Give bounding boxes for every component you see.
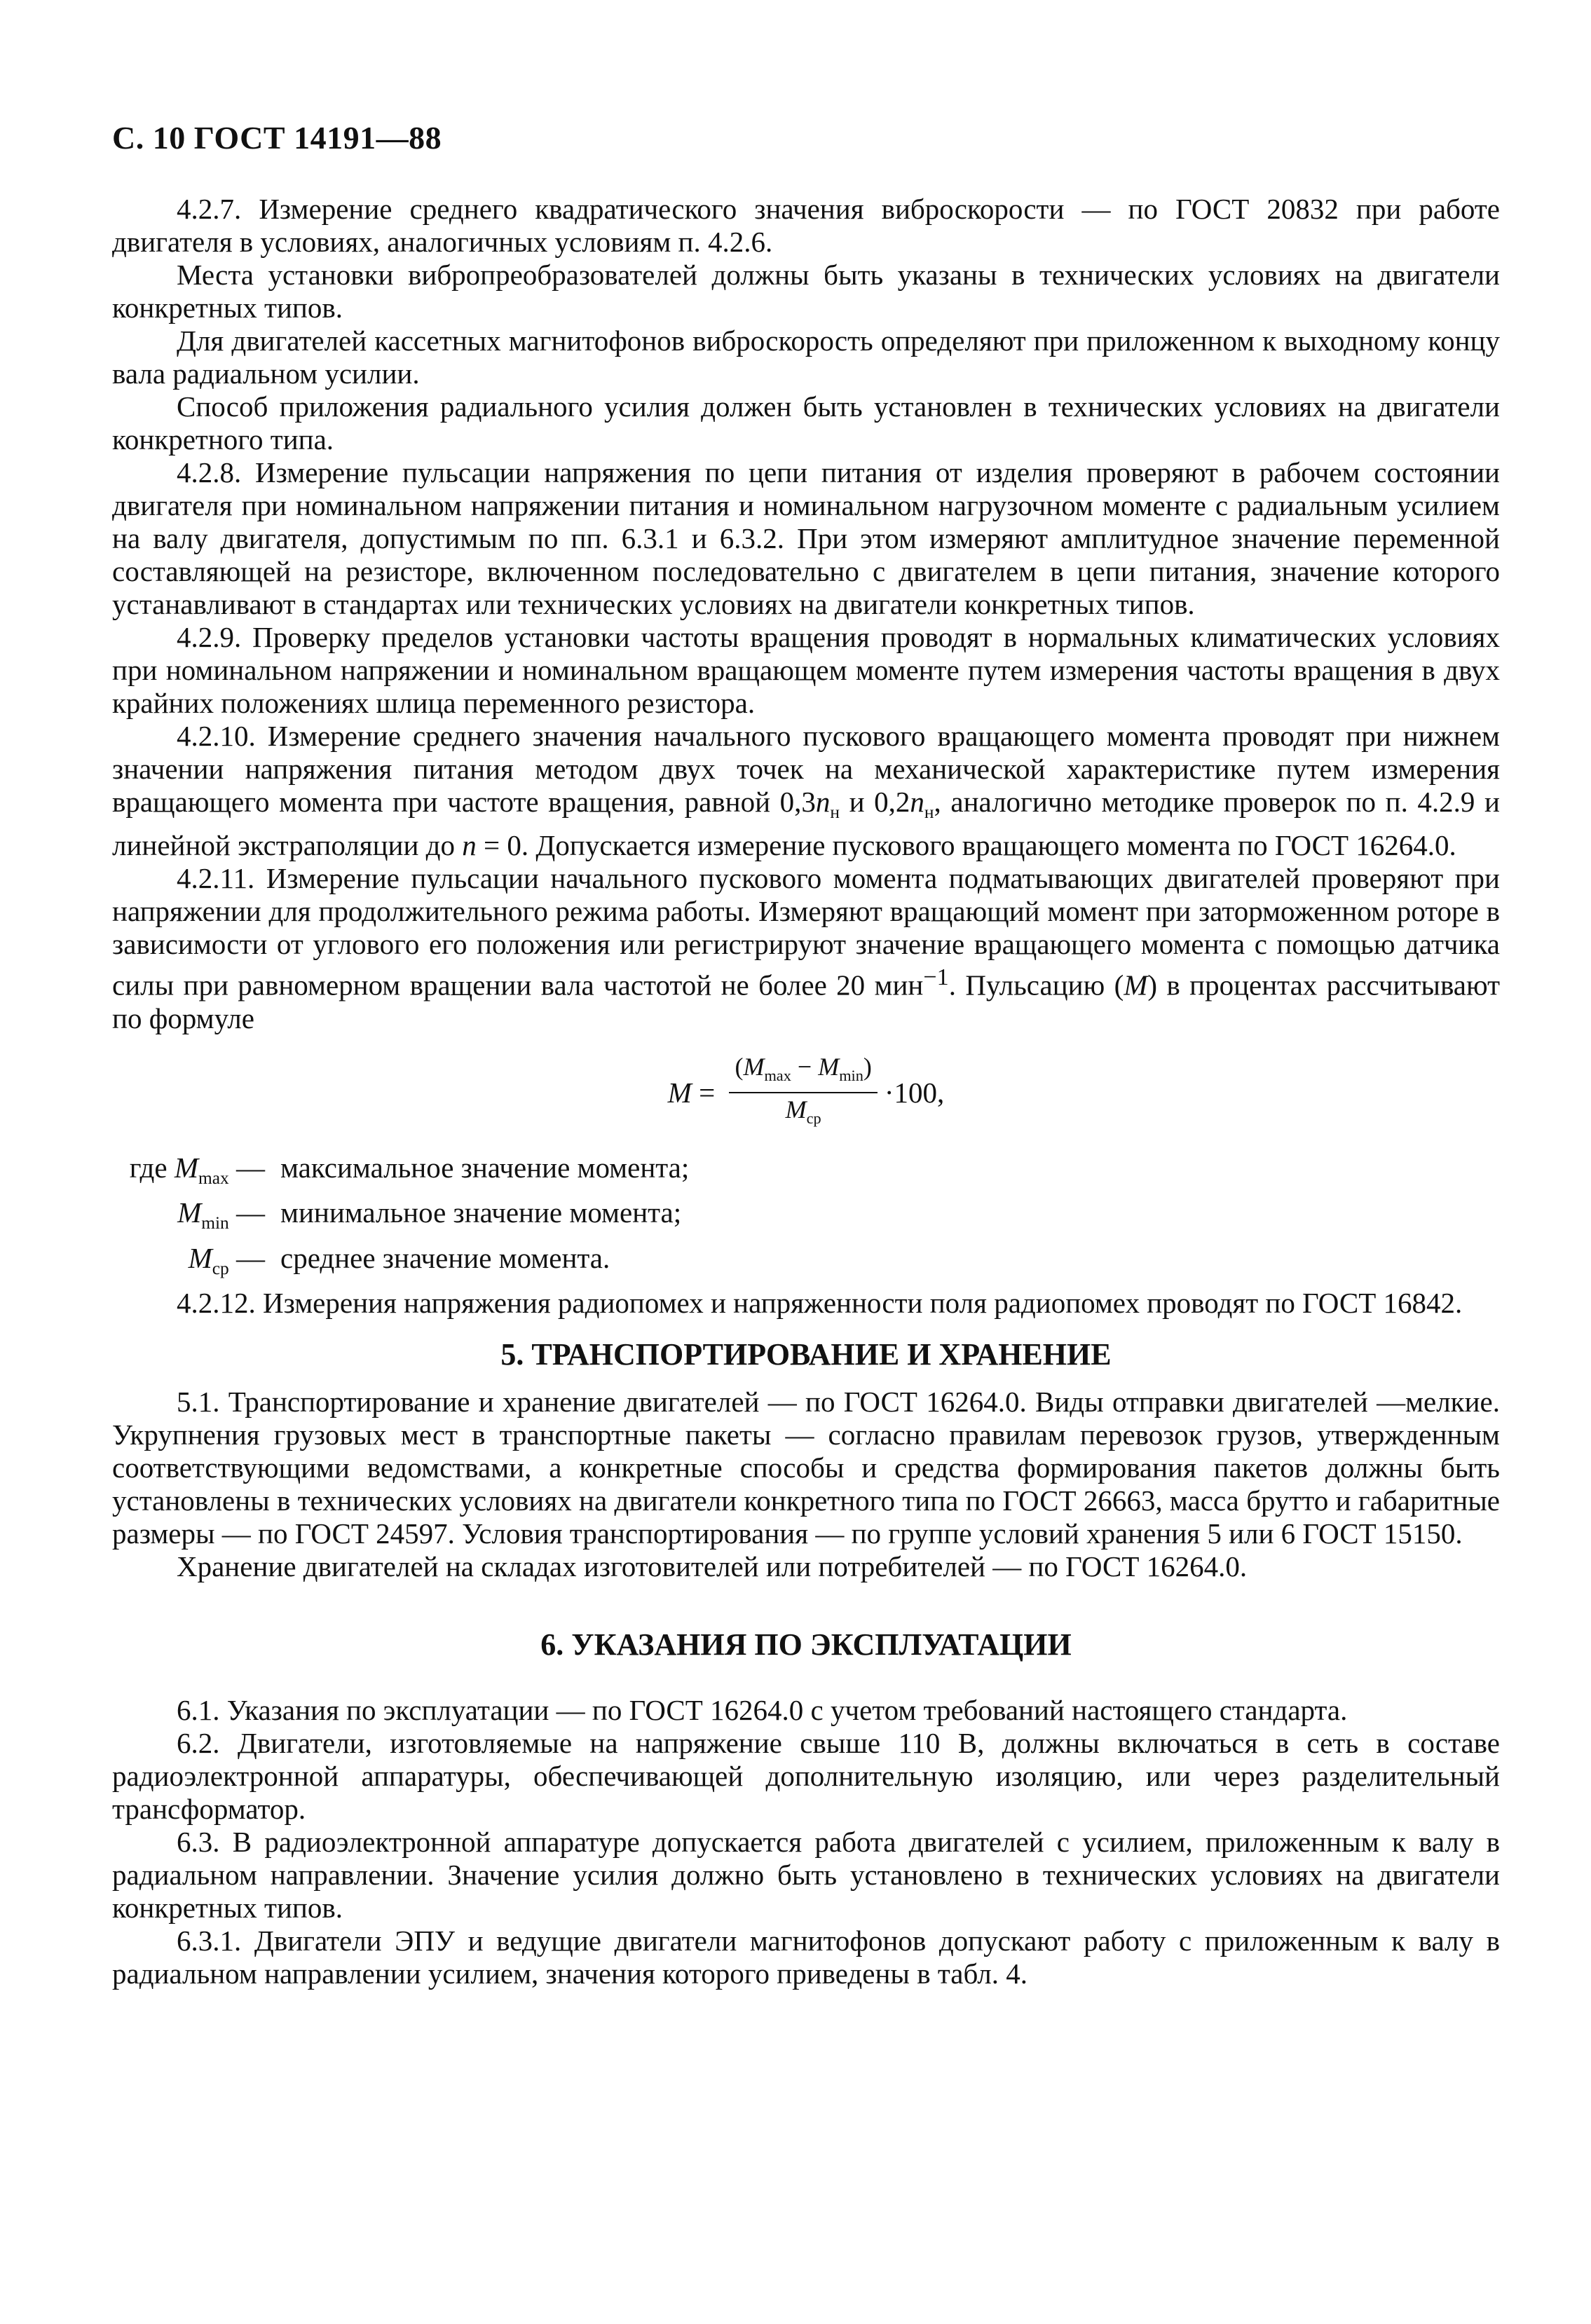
formula-denominator: $M_{ср}$ [785,1095,821,1128]
paragraph-radial-force: Способ приложения радиального усилия должен быть установлен в технических условиях на двигатели конкретного типа. [112,390,1500,456]
paragraph-6-3: 6.3. В радиоэлектронной аппаратуре допускается работа двигателей с усилием, приложенным к валу в радиальном направлении. Значение усилия должно быть установлено в технических условиях на двигатели конкретных типов. [112,1825,1500,1924]
where-row-avg: $M_{ср}$ — среднее значение момента. [188,1241,610,1278]
where-row-min: $M_{min}$ — минимальное значение момента; [177,1196,682,1233]
paragraph-5-1: 5.1. Транспортирование и хранение двигателей — по ГОСТ 16264.0. Виды отправки двигателей —мелкие. Укрупнения грузовых мест в транспортные пакеты — согласно правилам перевозок грузов, утвержденным соответствующими ведомствами, а конкретные способы и средства формирования пакетов должны быть установлены в технических условиях на двигатели конкретного типа по ГОСТ 26663, масса брутто и габаритные размеры — по ГОСТ 24597. Условия транспортирования — по группе условий хранения 5 или 6 ГОСТ 15150. [112,1385,1500,1550]
document-page [112,119,1500,1990]
paragraph-storage: Хранение двигателей на складах изготовителей или потребителей — по ГОСТ 16264.0. [177,1550,1248,1583]
paragraph-4-2-7: 4.2.7. Измерение среднего квадратического значения виброскорости — по ГОСТ 20832 при работе двигателя в условиях, аналогичных условиям п. 4.2.6. [112,193,1500,258]
paragraph-4-2-11: 4.2.11. Измерение пульсации начального пускового момента подматывающих двигателей проверяют при напряжении для продолжительного режима работы. Измеряют вращающий момент при заторможенном роторе в зависимости от углового его положения или регистрируют значение вращающего момента с помощью датчика силы при равномерном вращении вала частотой не более 20 мин$^{-1}$. Пульсацию (M) в процентах рассчитывают по формуле [112,862,1500,1034]
paragraph-4-2-8: 4.2.8. Измерение пульсации напряжения по цепи питания от изделия проверяют в рабочем состоянии двигателя при номинальном напряжении питания и номинальном нагрузочном моменте с радиальным усилием на валу двигателя, допустимым по пп. 6.3.1 и 6.3.2. При этом измеряют амплитудное значение переменной составляющей на резисторе, включенном последовательно с двигателем в цепи питания, значение которого устанавливают в стандартах или технических условиях на двигатели конкретных типов. [112,456,1500,620]
paragraph-4-2-12: 4.2.12. Измерения напряжения радиопомех и напряженности поля радиопомех проводят по ГОСТ 16842. [177,1286,1463,1319]
formula-numerator: $(M_{max} - M_{min})$ [729,1052,877,1093]
pulsation-formula: M = $\frac{(M_{max} - M_{min})}{M_{ср}}$ ·100, [112,1052,1500,1133]
paragraph-cassette: Для двигателей кассетных магнитофонов виброскорость определяют при приложенном к выходному концу вала радиальном усилии. [112,324,1500,390]
paragraph-6-1: 6.1. Указания по эксплуатации — по ГОСТ 16264.0 с учетом требований настоящего стандарта. [177,1693,1348,1726]
formula-fraction [729,1052,877,1133]
paragraph-6-2: 6.2. Двигатели, изготовляемые на напряжение свыше 110 В, должны включаться в сеть в составе радиоэлектронной аппаратуры, обеспечивающей дополнительную изоляцию, или через разделительный трансформатор. [112,1726,1500,1825]
paragraph-6-3-1: 6.3.1. Двигатели ЭПУ и ведущие двигатели магнитофонов допускают работу с приложенным к валу в радиальном направлении усилием, значения которого приведены в табл. 4. [112,1924,1500,1990]
paragraph-4-2-10: 4.2.10. Измерение среднего значения начального пускового вращающего момента проводят при нижнем значении напряжения питания методом двух точек на механической характеристике путем измерения вращающего момента при частоте вращения, равной $0,3n_н$ и $0,2n_н$, аналогично методике проверок по п. 4.2.9 и линейной экстраполяции до n = 0. Допускается измерение пускового вращающего момента по ГОСТ 16264.0. [112,720,1500,862]
paragraph-4-2-9: 4.2.9. Проверку пределов установки частоты вращения проводят в нормальных климатических условиях при номинальном напряжении и номинальном вращающем моменте путем измерения частоты вращения в двух крайних положениях шлица переменного резистора. [112,621,1500,719]
section-6-heading: 6. УКАЗАНИЯ ПО ЭКСПЛУАТАЦИИ [540,1627,1072,1662]
page-header: С. 10 ГОСТ 14191—88 [112,120,442,156]
section-5-heading: 5. ТРАНСПОРТИРОВАНИЕ И ХРАНЕНИЕ [500,1337,1112,1372]
where-row-max: где $M_{max}$ — максимальное значение момента; [129,1151,690,1189]
paragraph-vibro-placement: Места установки вибропреобразователей должны быть указаны в технических условиях на двигатели конкретных типов. [112,259,1500,324]
